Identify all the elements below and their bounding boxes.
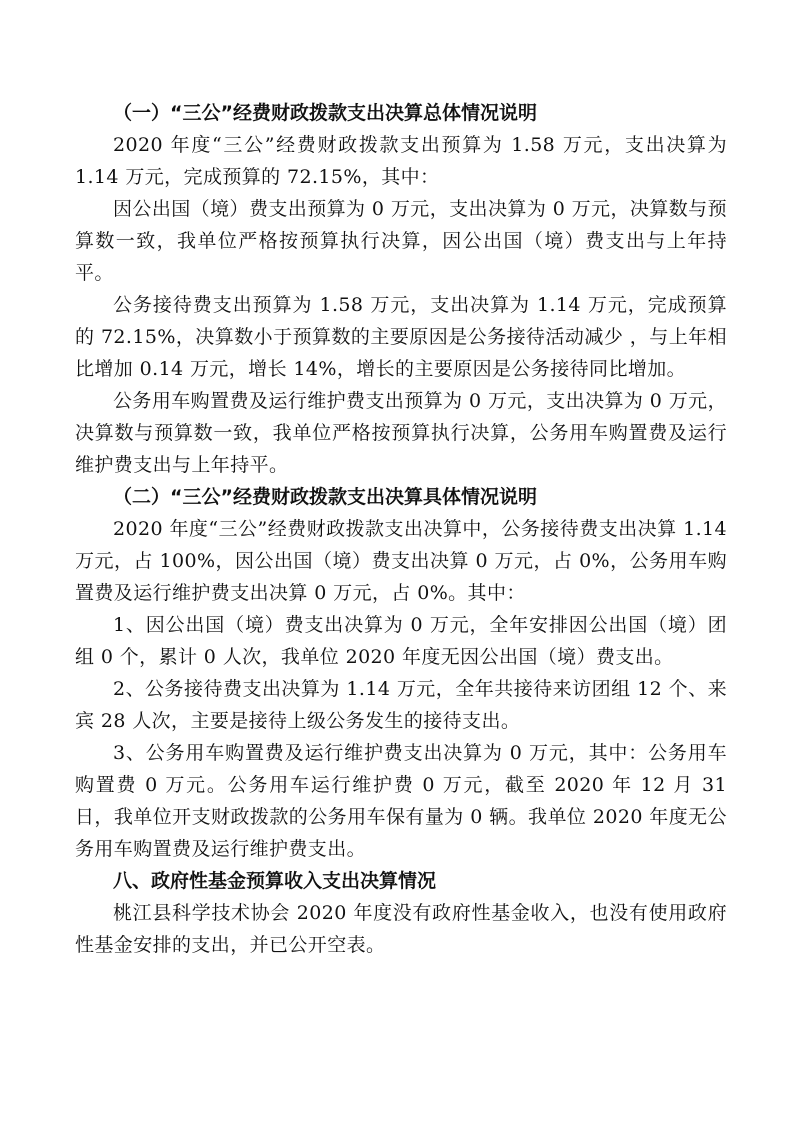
document-body <box>75 97 727 961</box>
section-heading-specific: （二）“三公”经费财政拨款支出决算具体情况说明 <box>113 486 537 508</box>
paragraph-official-vehicles: 公务用车购置费及运行维护费支出预算为 0 万元，支出决算为 0 万元，决算数与预算数一致，我单位严格按预算执行决算，公务用车购置费及运行维护费支出与上年持平。 <box>75 390 727 476</box>
paragraph-overseas-travel: 因公出国（境）费支出预算为 0 万元，支出决算为 0 万元，决算数与预算数一致，我单位严格按预算执行决算，因公出国（境）费支出与上年持平。 <box>75 198 727 284</box>
paragraph-government-fund: 桃江县科学技术协会 2020 年度没有政府性基金收入，也没有使用政府性基金安排的支出，并已公开空表。 <box>75 902 727 956</box>
section-heading-overall: （一）“三公”经费财政拨款支出决算总体情况说明 <box>113 102 537 124</box>
paragraph-item-1: 1、因公出国（境）费支出决算为 0 万元，全年安排因公出国（境）团组 0 个，累计 0 人次，我单位 2020 年度无因公出国（境）费支出。 <box>75 614 727 668</box>
paragraph-item-3: 3、公务用车购置费及运行维护费支出决算为 0 万元，其中：公务用车购置费 0 万元。公务用车运行维护费 0 万元，截至 2020 年 12 月 31 日，我单位开支财政拨款的公务用车保有量为 0 辆。我单位 2020 年度无公务用车购置费及运行维护费支出。 <box>75 742 727 860</box>
section-heading-government-fund: 八、政府性基金预算收入支出决算情况 <box>113 870 437 892</box>
paragraph-official-reception: 公务接待费支出预算为 1.58 万元，支出决算为 1.14 万元，完成预算的 72.15%，决算数小于预算数的主要原因是公务接待活动减少 ，与上年相比增加 0.14 万元，增长 14%，增长的主要原因是公务接待同比增加。 <box>75 294 727 380</box>
paragraph-overall-summary: 2020 年度“三公”经费财政拨款支出预算为 1.58 万元，支出决算为 1.14 万元，完成预算的 72.15%，其中： <box>75 134 727 188</box>
paragraph-item-2: 2、公务接待费支出决算为 1.14 万元，全年共接待来访团组 12 个、来宾 28 人次，主要是接待上级公务发生的接待支出。 <box>75 678 727 732</box>
paragraph-specific-summary: 2020 年度“三公”经费财政拨款支出决算中，公务接待费支出决算 1.14 万元，占 100%，因公出国（境）费支出决算 0 万元，占 0%，公务用车购置费及运行维护费支出决算 0 万元，占 0%。其中： <box>75 518 727 604</box>
